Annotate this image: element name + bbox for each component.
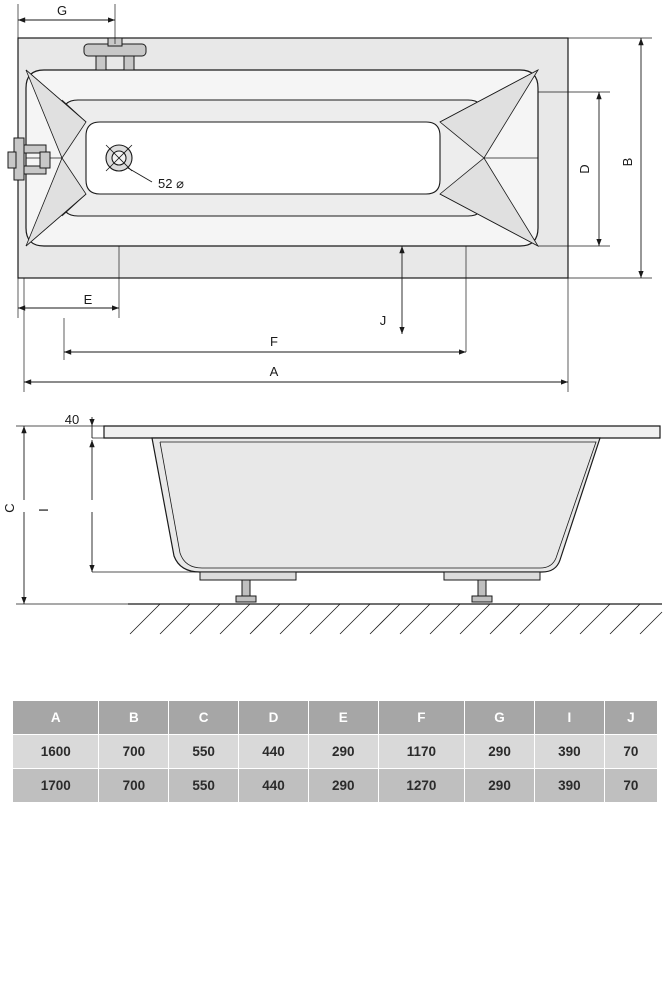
table-cell: 290 — [308, 769, 378, 803]
table-cell: 70 — [604, 735, 657, 769]
side-view — [2, 412, 662, 634]
table-cell: 290 — [465, 769, 535, 803]
dimension-F — [64, 318, 466, 360]
dimension-I-label: I — [36, 508, 51, 512]
dimension-rim-40-label: 40 — [64, 412, 80, 427]
dimension-B-label: B — [620, 157, 635, 167]
dimension-A — [24, 278, 568, 392]
floor-hatching — [130, 604, 662, 634]
table-cell: 440 — [239, 769, 309, 803]
table-cell: 390 — [534, 769, 604, 803]
dimension-B — [568, 38, 652, 278]
table-header-G: G — [465, 701, 535, 735]
table-header-F: F — [378, 701, 464, 735]
tub-base-outline — [86, 122, 440, 194]
table-cell: 440 — [239, 735, 309, 769]
table-cell: 390 — [534, 735, 604, 769]
table-cell: 700 — [99, 735, 169, 769]
table-cell: 70 — [604, 769, 657, 803]
table-cell: 550 — [169, 769, 239, 803]
table-row — [13, 769, 658, 803]
dimension-G-label: G — [56, 3, 68, 18]
table-cell: 290 — [308, 735, 378, 769]
tub-section-body — [152, 438, 600, 572]
dimension-D-label: D — [577, 164, 592, 174]
dimension-C — [2, 426, 128, 604]
table-cell: 700 — [99, 769, 169, 803]
dimension-C-label: C — [2, 503, 17, 513]
table-cell: 290 — [465, 735, 535, 769]
dimension-E-label: E — [83, 292, 93, 307]
top-view — [8, 3, 652, 392]
table-row — [13, 735, 658, 769]
table-cell: 1170 — [378, 735, 464, 769]
dimension-J-label: J — [379, 313, 387, 328]
table-header-E: E — [308, 701, 378, 735]
table-cell: 1700 — [13, 769, 99, 803]
dimensions-table — [12, 700, 658, 803]
dimension-F-label: F — [270, 334, 278, 349]
dimension-rim-40 — [65, 412, 92, 438]
table-header-J: J — [604, 701, 657, 735]
tub-rim-slab — [104, 426, 660, 438]
table-cell: 1600 — [13, 735, 99, 769]
table-cell: 550 — [169, 735, 239, 769]
table-cell: 1270 — [378, 769, 464, 803]
support-leg-right — [444, 572, 540, 602]
table-header-row — [13, 701, 658, 735]
drain-diameter-label: 52 ⌀ — [158, 176, 184, 191]
table-header-I: I — [534, 701, 604, 735]
table-header-D: D — [239, 701, 309, 735]
dimension-A-label: A — [269, 364, 279, 379]
table-header-C: C — [169, 701, 239, 735]
table-header-A: A — [13, 701, 99, 735]
drain-hole — [106, 145, 132, 171]
support-leg-left — [200, 572, 296, 602]
table-header-B: B — [99, 701, 169, 735]
